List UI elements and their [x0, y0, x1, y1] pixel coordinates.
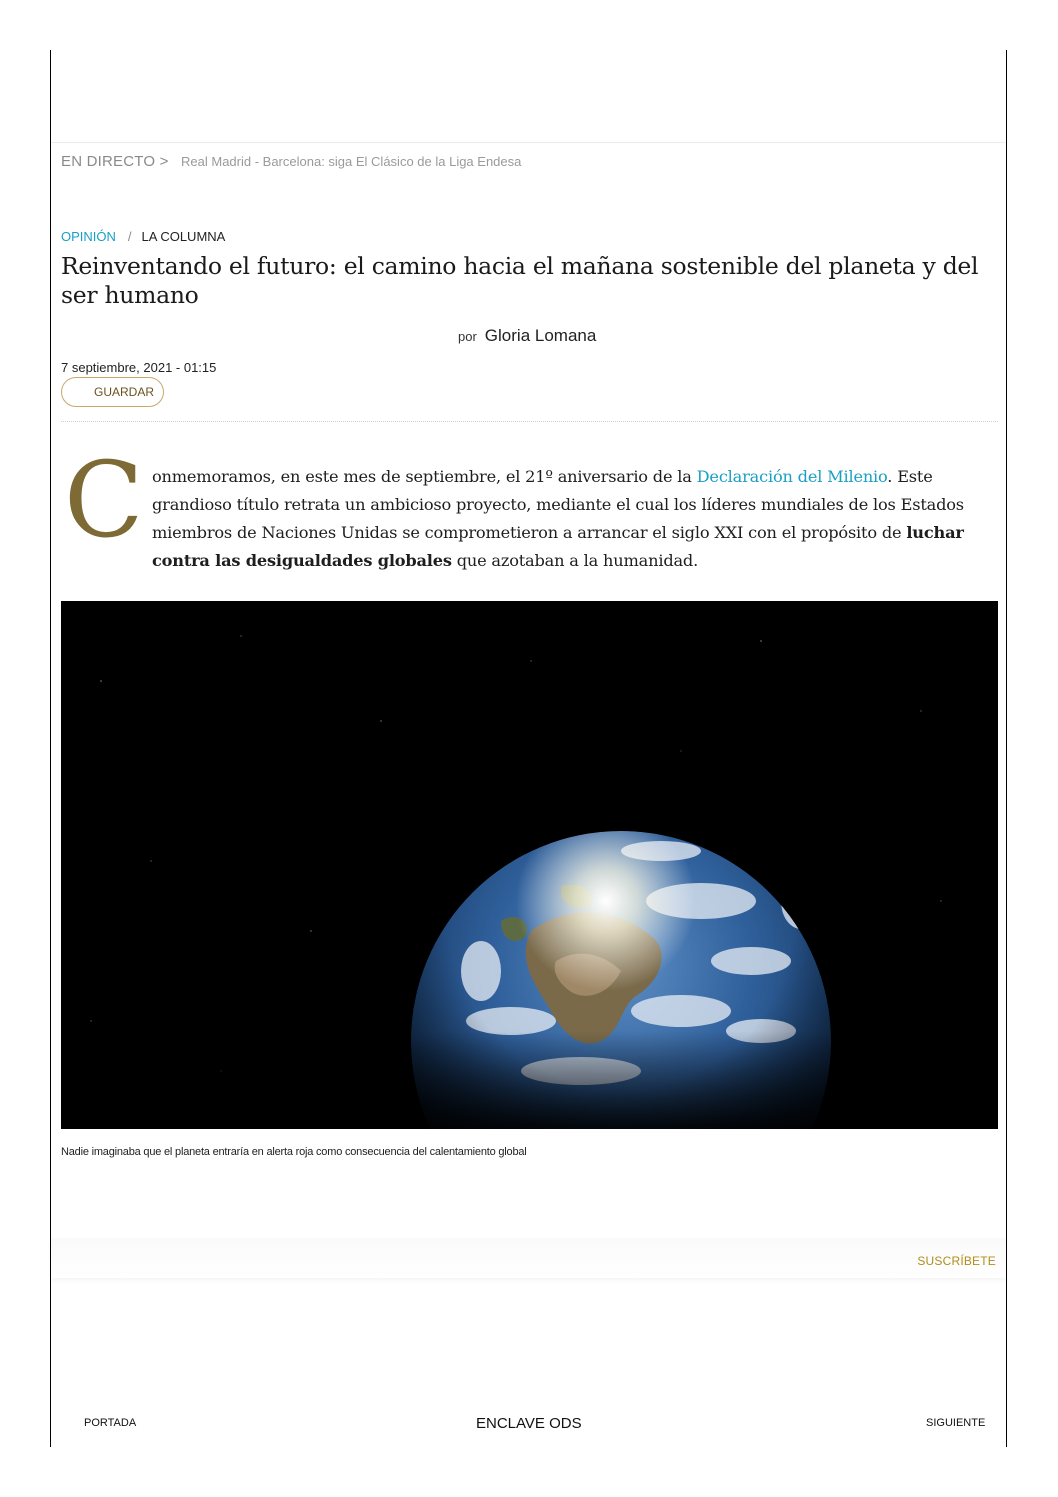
earth-photo [61, 601, 998, 1129]
live-label: EN DIRECTO > [61, 153, 169, 170]
lead-text: que azotaban a la humanidad. [451, 551, 699, 570]
author-link[interactable]: Gloria Lomana [484, 326, 597, 345]
drop-cap: C [64, 439, 144, 561]
byline-prefix: por [458, 329, 477, 344]
article-title: Reinventando el futuro: el camino hacia el mañana sostenible del planeta y del ser humano [61, 252, 979, 309]
image-caption: Nadie imaginaba que el planeta entraría en alerta roja como consecuencia del calentamiento global [61, 1146, 527, 1158]
save-button-label: GUARDAR [94, 385, 155, 399]
earth-image [61, 601, 998, 1129]
lead-text: onmemoramos, en este mes de septiembre, el 21º aniversario de la [152, 467, 697, 486]
lead-text: . Este grandioso título retrata un ambicioso proyecto, mediante el cual los líderes mundiales de los Estados miembros de Naciones Unidas se comprometieron a arrancar el siglo XXI con el propósito de [152, 467, 964, 542]
live-ticker[interactable] [61, 153, 521, 171]
breadcrumb-section-link[interactable]: OPINIÓN [61, 229, 116, 244]
breadcrumb-separator: / [127, 229, 132, 244]
breadcrumb-column-link[interactable]: LA COLUMNA [141, 229, 226, 244]
declaration-link[interactable]: Declaración del Milenio [696, 467, 888, 486]
header-divider [51, 142, 1006, 143]
footer-portada-link[interactable]: PORTADA [84, 1417, 137, 1429]
subscribe-link[interactable]: SUSCRÍBETE [917, 1254, 996, 1268]
footer-next-link[interactable]: SIGUIENTE [926, 1417, 986, 1429]
breadcrumb [61, 229, 225, 244]
byline [458, 326, 596, 346]
footer-section-title[interactable]: ENCLAVE ODS [476, 1415, 582, 1432]
dotted-divider [61, 421, 998, 422]
live-headline-link[interactable]: Real Madrid - Barcelona: siga El Clásico de la Liga Endesa [181, 154, 522, 169]
lead-paragraph [152, 463, 997, 575]
lead-bold-text: luchar contra las desigualdades globales [152, 523, 964, 570]
save-button[interactable] [61, 377, 164, 407]
publish-date: 7 septiembre, 2021 - 01:15 [61, 360, 217, 375]
subscribe-bar [51, 1238, 1006, 1278]
